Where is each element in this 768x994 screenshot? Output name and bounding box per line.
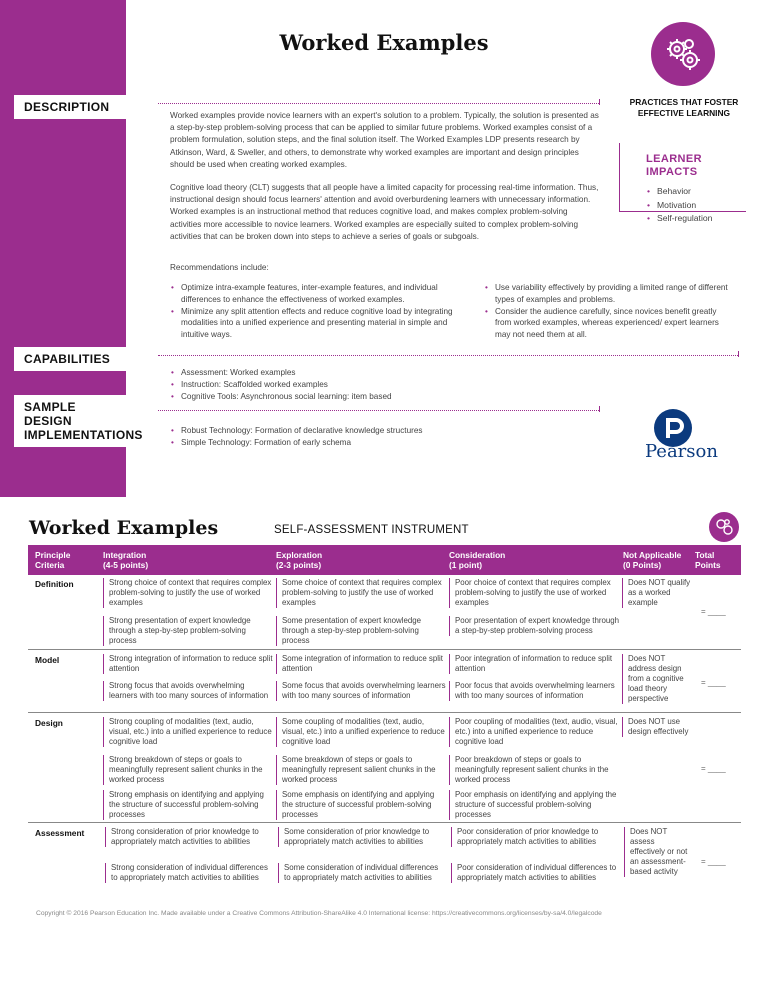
- divider: [158, 355, 738, 356]
- total-points-blank: = ____: [701, 857, 726, 866]
- header-integration: [103, 550, 148, 570]
- table-cell: Some presentation of expert knowledge through a step-by-step problem-solving process: [276, 616, 446, 646]
- header-text: Points: [695, 560, 721, 570]
- table-cell: Strong integration of information to reduce split attention: [103, 654, 273, 674]
- table-cell: Strong consideration of prior knowledge to appropriately match activities to abilities: [105, 827, 273, 847]
- samples-list: [170, 425, 600, 449]
- list-item: • Motivation: [646, 199, 741, 213]
- divider: [158, 103, 599, 104]
- table-cell: Strong emphasis on identifying and applying the structure of successful problem-solving processes: [103, 790, 273, 820]
- impacts-title-line1: LEARNER: [646, 153, 702, 165]
- header-text: Total: [695, 550, 715, 560]
- assessment-subtitle: SELF-ASSESSMENT INSTRUMENT: [274, 524, 469, 536]
- list-item: • Consider the audience carefully, since novices benefit greatly from worked examples, whereas experienced/ expert learners may not need them at all.: [484, 306, 734, 341]
- header-text: Principle: [35, 550, 71, 560]
- table-cell: Poor focus that avoids overwhelming learners with too many sources of information: [449, 681, 621, 701]
- table-cell: Poor presentation of expert knowledge through a step-by-step problem-solving process: [449, 616, 621, 636]
- total-points-blank: = ____: [701, 678, 726, 687]
- table-cell: Strong choice of context that requires complex problem-solving to justify the use of worked examples: [103, 578, 273, 608]
- list-item: • Minimize any split attention effects and reduce cognitive load by integrating modalities into a unified experience and presenting material in simple and intuitive ways.: [170, 306, 475, 341]
- header-text: (0 Points): [623, 560, 662, 570]
- list-item: • Self-regulation: [646, 212, 741, 226]
- list-item: • Behavior: [646, 185, 741, 199]
- capabilities-label: CAPABILITIES: [14, 347, 136, 371]
- table-cell: Some integration of information to reduce split attention: [276, 654, 446, 674]
- na-cell: Does NOT assess effectively or not an assessment-based activity: [624, 827, 690, 877]
- impacts-title-line2: IMPACTS: [646, 166, 698, 178]
- table-cell: Some breakdown of steps or goals to meaningfully represent salient chunks in the worked process: [276, 755, 446, 785]
- header-total: [695, 550, 721, 570]
- table-cell: Poor consideration of individual differences to appropriately match activities to abilities: [451, 863, 621, 883]
- header-consideration: [449, 550, 505, 570]
- header-text: Integration: [103, 550, 147, 560]
- header-text: (4-5 points): [103, 560, 149, 570]
- header-text: Exploration: [276, 550, 323, 560]
- table-cell: Poor choice of context that requires complex problem-solving to justify the use of worked examples: [449, 578, 621, 608]
- table-cell: Some choice of context that requires complex problem-solving to justify the use of worked examples: [276, 578, 446, 608]
- sample-label-line2: IMPLEMENTATIONS: [24, 428, 143, 442]
- table-cell: Strong focus that avoids overwhelming learners with too many sources of information: [103, 681, 273, 701]
- table-cell: Some consideration of prior knowledge to appropriately match activities to abilities: [278, 827, 446, 847]
- table-cell: Some consideration of individual differences to appropriately match activities to abilities: [278, 863, 446, 883]
- list-item: • Optimize intra-example features, inter-example features, and individual differences to enhance the effectiveness of worked examples.: [170, 282, 475, 306]
- row-divider: [28, 649, 741, 650]
- header-text: Not Applicable: [623, 550, 682, 560]
- table-cell: Strong consideration of individual differences to appropriately match activities to abilities: [105, 863, 273, 883]
- table-cell: Poor emphasis on identifying and applying the structure of successful problem-solving processes: [449, 790, 621, 820]
- na-cell: Does NOT qualify as a worked example: [622, 578, 694, 608]
- gears-icon: [651, 22, 715, 86]
- header-text: Consideration: [449, 550, 506, 560]
- list-item: • Use variability effectively by providing a limited range of different types of examples and problems.: [484, 282, 734, 306]
- table-cell: Poor integration of information to reduce split attention: [449, 654, 621, 674]
- capabilities-list: [170, 367, 600, 402]
- table-cell: Strong breakdown of steps or goals to meaningfully represent salient chunks in the worked process: [103, 755, 273, 785]
- table-cell: Strong presentation of expert knowledge through a step-by-step problem-solving process: [103, 616, 273, 646]
- na-cell: Does NOT use design effectively: [622, 717, 694, 737]
- list-item: • Assessment: Worked examples: [170, 367, 600, 379]
- header-text: Criteria: [35, 560, 65, 570]
- table-cell: Some focus that avoids overwhelming learners with too many sources of information: [276, 681, 446, 701]
- table-header: [28, 545, 741, 575]
- table-cell: Some coupling of modalities (text, audio, visual, etc.) into a unified experience to reduce cognitive load: [276, 717, 446, 747]
- row-divider: [28, 712, 741, 713]
- total-points-blank: = ____: [701, 764, 726, 773]
- header-text: (1 point): [449, 560, 483, 570]
- description-paragraph-2: Cognitive load theory (CLT) suggests that all people have a limited capacity for processing real-time information. Thus, instructional design should focus learners' attention and avoid overburdening learners with unnecessary information. Worked examples is an instructional method that reduces cognitive load, and makes complex problem-solving activities more accessible to novice learners. Worked examples are especially suited to complex problem-solving activities that can be broken down into steps to achieve a series of goals or subgoals.: [170, 183, 599, 241]
- table-cell: Poor breakdown of steps or goals to meaningfully represent salient chunks in the worked process: [449, 755, 621, 785]
- na-cell: Does NOT address design from a cognitive load theory perspective: [622, 654, 694, 704]
- assessment-title: Worked Examples: [29, 517, 219, 539]
- table-cell: Poor consideration of prior knowledge to appropriately match activities to abilities: [451, 827, 621, 847]
- description-paragraph-1: Worked examples provide novice learners with an expert's solution to a problem. Typically, the solution is presented as a step-by-step problem-solving process that can be applied to similar future problems. Worked examples consist of a problem formulation, solution steps, and the final solution itself. The Worked Examples LDP presents research by Atkinson, Ward, & Sweller, and others, to demonstrate why worked examples are important and design principles should be used when creating worked examples.: [170, 111, 599, 169]
- learner-impacts-title: [646, 153, 702, 179]
- gears-icon: [709, 512, 739, 542]
- table-cell: Strong coupling of modalities (text, audio, visual, etc.) into a unified experience to reduce cognitive load: [103, 717, 273, 747]
- header-not-applicable: [623, 550, 681, 570]
- description-label: DESCRIPTION: [14, 95, 136, 119]
- recommendations-left: [170, 282, 475, 341]
- divider: [158, 410, 599, 411]
- criteria-assessment: Assessment: [35, 828, 85, 838]
- practices-label: PRACTICES THAT FOSTER EFFECTIVE LEARNING: [629, 97, 739, 118]
- recommendations-right: [484, 282, 734, 341]
- pearson-wordmark: Pearson: [645, 441, 718, 462]
- list-item: • Simple Technology: Formation of early schema: [170, 437, 600, 449]
- list-item: • Robust Technology: Formation of declarative knowledge structures: [170, 425, 600, 437]
- criteria-model: Model: [35, 655, 60, 665]
- header-exploration: [276, 550, 322, 570]
- row-divider: [28, 822, 741, 823]
- page-title: Worked Examples: [279, 30, 489, 55]
- criteria-design: Design: [35, 718, 63, 728]
- recommendations-intro: Recommendations include:: [170, 263, 269, 272]
- header-text: (2-3 points): [276, 560, 322, 570]
- table-cell: Some emphasis on identifying and applying the structure of successful problem-solving processes: [276, 790, 446, 820]
- sample-label-line1: SAMPLE DESIGN: [24, 400, 76, 428]
- learner-impacts-list: [646, 185, 741, 226]
- copyright-footer: Copyright © 2016 Pearson Education Inc. Made available under a Creative Commons Attribution-ShareAlike 4.0 International license: https://creativecommons.org/licenses/by-sa/4.0/legalcode: [36, 910, 602, 917]
- list-item: • Cognitive Tools: Asynchronous social learning: item based: [170, 391, 600, 403]
- header-principle: [35, 550, 70, 570]
- list-item: • Instruction: Scaffolded worked examples: [170, 379, 600, 391]
- criteria-definition: Definition: [35, 579, 74, 589]
- sample-implementations-label: [14, 395, 143, 447]
- total-points-blank: = ____: [701, 607, 726, 616]
- table-cell: Poor coupling of modalities (text, audio, visual, etc.) into a unified experience to reduce cognitive load: [449, 717, 621, 747]
